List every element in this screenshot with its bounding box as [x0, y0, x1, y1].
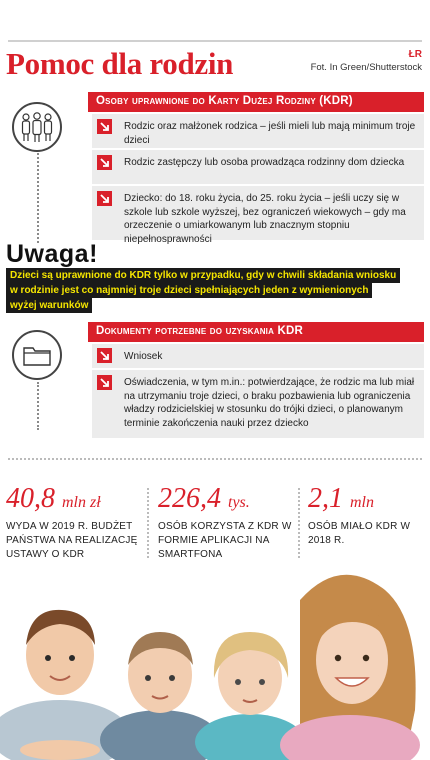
arrow-down-right-icon — [92, 150, 116, 184]
page-title: Pomoc dla rodzin — [6, 46, 234, 81]
arrow-down-right-icon — [92, 186, 116, 240]
kdr-item-1 — [92, 114, 424, 148]
stat-unit: mln — [350, 494, 374, 511]
stat-number: 2,1 — [308, 483, 343, 514]
kdr-section-heading — [88, 92, 424, 112]
stat-value — [6, 484, 141, 518]
warning-heading: Uwaga! — [6, 240, 98, 268]
kdr-item-text: Dziecko: do 18. roku życia, do 25. roku życia – jeśli uczy się w szkole lub szkole wyższej, bez ograniczeń wiekowych – gdy ma orzeczenie o umiarkowanym lub znacznym stopniu niepełnosprawności — [124, 193, 406, 245]
top-rule — [8, 40, 422, 42]
logo: ŁR — [408, 49, 422, 60]
stat-value — [158, 484, 293, 518]
docs-item-2 — [92, 370, 424, 438]
kdr-item-text: Rodzic oraz małżonek rodzica – jeśli mieli lub mają minimum troje dzieci — [124, 121, 416, 146]
folder-icon — [12, 330, 62, 380]
kdr-item-text: Rodzic zastępczy lub osoba prowadząca rodzinny dom dziecka — [124, 157, 405, 168]
stat-number: 40,8 — [6, 483, 55, 514]
children-photo — [0, 560, 430, 760]
warning-line-2: w rodzinie jest co najmniej troje dzieci spełniających jeden z wymienionych — [6, 283, 372, 298]
stat-separator — [147, 488, 149, 558]
docs-heading-text: Dokumenty potrzebne do uzyskania KDR — [96, 325, 303, 337]
photo-credit: Fot. In Green/Shutterstock — [310, 62, 422, 73]
credit-block — [311, 48, 422, 74]
stat-description: OSÓB KORZYSTA Z KDR W FORMIE APLIKACJI NA SMARTFONA — [158, 521, 292, 560]
stat-description: OSÓB MIAŁO KDR W 2018 R. — [308, 521, 411, 546]
arrow-down-right-icon — [92, 370, 116, 438]
stat-value — [308, 484, 426, 518]
stat-app-users — [158, 484, 293, 562]
warning-line-3: wyżej warunków — [6, 298, 92, 313]
docs-item-1 — [92, 344, 424, 368]
arrow-down-right-icon — [92, 344, 116, 368]
stat-unit: mln zł — [62, 494, 101, 511]
dotted-separator — [8, 458, 422, 460]
connector-line-kdr — [37, 153, 39, 243]
kdr-item-2 — [92, 150, 424, 184]
kdr-heading-text: Osoby uprawnione do Karty Dużej Rodziny (KDR) — [96, 95, 353, 107]
stat-number: 226,4 — [158, 483, 221, 514]
warning-line-1: Dzieci są uprawnione do KDR tylko w przypadku, gdy w chwili składania wniosku — [6, 268, 400, 283]
connector-line-docs — [37, 382, 39, 430]
stat-card-holders — [308, 484, 426, 548]
family-people-icon — [12, 102, 62, 152]
docs-item-text: Oświadczenia, w tym m.in.: potwierdzające, że rodzic ma lub miał na utrzymaniu troje dzieci, o braku pozbawienia lub ograniczenia władzy rodzicielskiej w stosunku do trójki dzieci, o planowanym terminie zakończenia nauki przez dziecko — [124, 377, 415, 429]
stat-budget — [6, 484, 141, 562]
stat-unit: tys. — [228, 494, 250, 511]
kdr-item-3 — [92, 186, 424, 245]
child-4 — [280, 575, 420, 760]
stat-separator — [298, 488, 300, 558]
stat-description: WYDA W 2019 R. BUDŻET PAŃSTWA NA REALIZACJĘ USTAWY O KDR — [6, 521, 138, 560]
docs-item-text: Wniosek — [124, 351, 163, 362]
docs-section-heading — [88, 322, 424, 342]
arrow-down-right-icon — [92, 114, 116, 148]
